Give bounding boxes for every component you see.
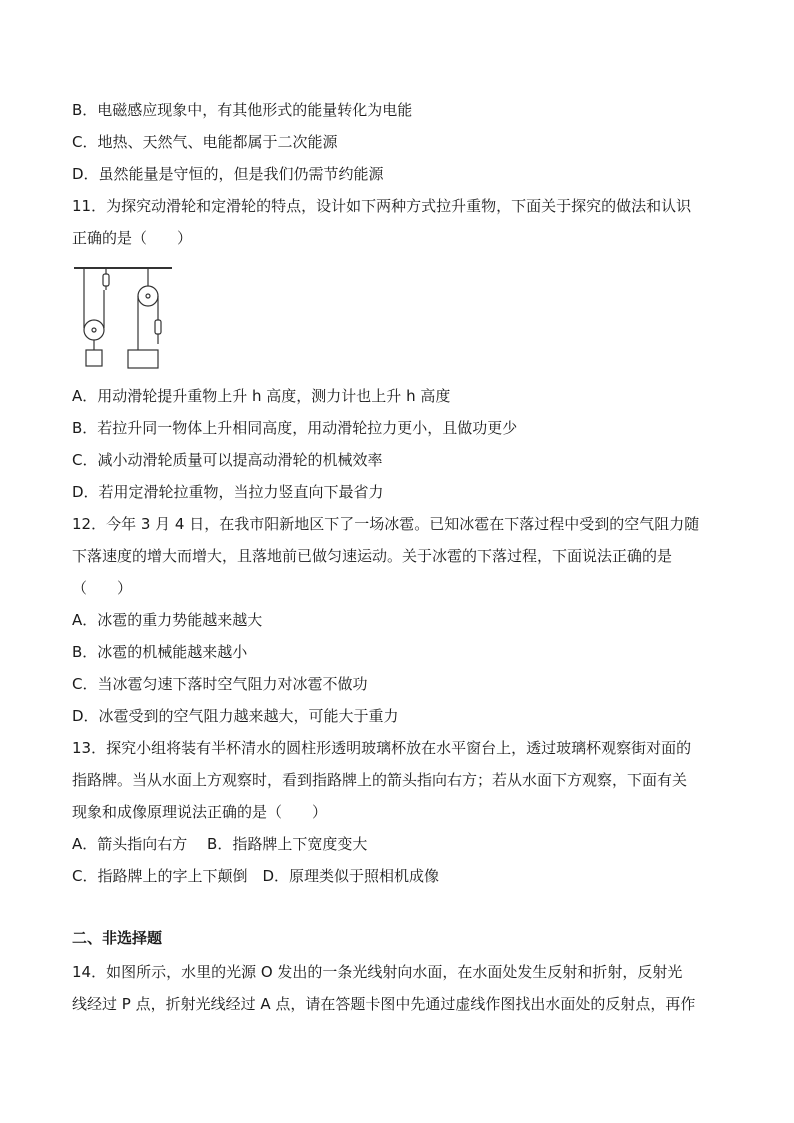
q11-option-c: C．减小动滑轮质量可以提高动滑轮的机械效率 bbox=[72, 451, 383, 469]
q11-option-b: B．若拉升同一物体上升相同高度，用动滑轮拉力更小，且做功更少 bbox=[72, 419, 518, 437]
q13-stem-line2: 指路牌。当从水面上方观察时，看到指路牌上的箭头指向右方；若从水面下方观察，下面有关 bbox=[72, 771, 688, 789]
q13-options-ab: A．箭头指向右方 B．指路牌上下宽度变大 bbox=[72, 835, 368, 853]
q12-stem-line3: （ ） bbox=[72, 579, 133, 597]
section-heading: 二、非选择题 bbox=[72, 929, 163, 947]
q14-line2: 线经过 P 点，折射光线经过 A 点，请在答题卡图中先通过虚线作图找出水面处的反射点，再作 bbox=[72, 995, 696, 1013]
q12-stem-line1: 12．今年 3 月 4 日，在我市阳新地区下了一场冰雹。已知冰雹在下落过程中受到的空气阻力随 bbox=[72, 515, 700, 533]
pulley-diagram bbox=[72, 262, 176, 374]
q10-option-c: C．地热、天然气、电能都属于二次能源 bbox=[72, 133, 338, 151]
q12-option-a: A．冰雹的重力势能越来越大 bbox=[72, 611, 263, 629]
q11-stem-line2: 正确的是（ ） bbox=[72, 229, 193, 247]
q12-option-b: B．冰雹的机械能越来越小 bbox=[72, 643, 248, 661]
q13-options-cd: C．指路牌上的字上下颠倒 D．原理类似于照相机成像 bbox=[72, 867, 440, 885]
q10-option-b: B．电磁感应现象中，有其他形式的能量转化为电能 bbox=[72, 101, 413, 119]
q12-option-c: C．当冰雹匀速下落时空气阻力对冰雹不做功 bbox=[72, 675, 368, 693]
q13-stem-line1: 13．探究小组将装有半杯清水的圆柱形透明玻璃杯放在水平窗台上，透过玻璃杯观察街对面的 bbox=[72, 739, 692, 757]
q11-option-d: D．若用定滑轮拉重物，当拉力竖直向下最省力 bbox=[72, 483, 384, 501]
q13-stem-line3: 现象和成像原理说法正确的是（ ） bbox=[72, 803, 328, 821]
q11-option-a: A．用动滑轮提升重物上升 h 高度，测力计也上升 h 高度 bbox=[72, 387, 451, 405]
q10-option-d: D．虽然能量是守恒的，但是我们仍需节约能源 bbox=[72, 165, 384, 183]
q12-stem-line2: 下落速度的增大而增大，且落地前已做匀速运动。关于冰雹的下落过程，下面说法正确的是 bbox=[72, 547, 673, 565]
q14-line1: 14．如图所示，水里的光源 O 发出的一条光线射向水面，在水面处发生反射和折射，反射光 bbox=[72, 963, 683, 981]
q12-option-d: D．冰雹受到的空气阻力越来越大，可能大于重力 bbox=[72, 707, 399, 725]
q11-stem-line1: 11．为探究动滑轮和定滑轮的特点，设计如下两种方式拉升重物，下面关于探究的做法和认识 bbox=[72, 197, 692, 215]
